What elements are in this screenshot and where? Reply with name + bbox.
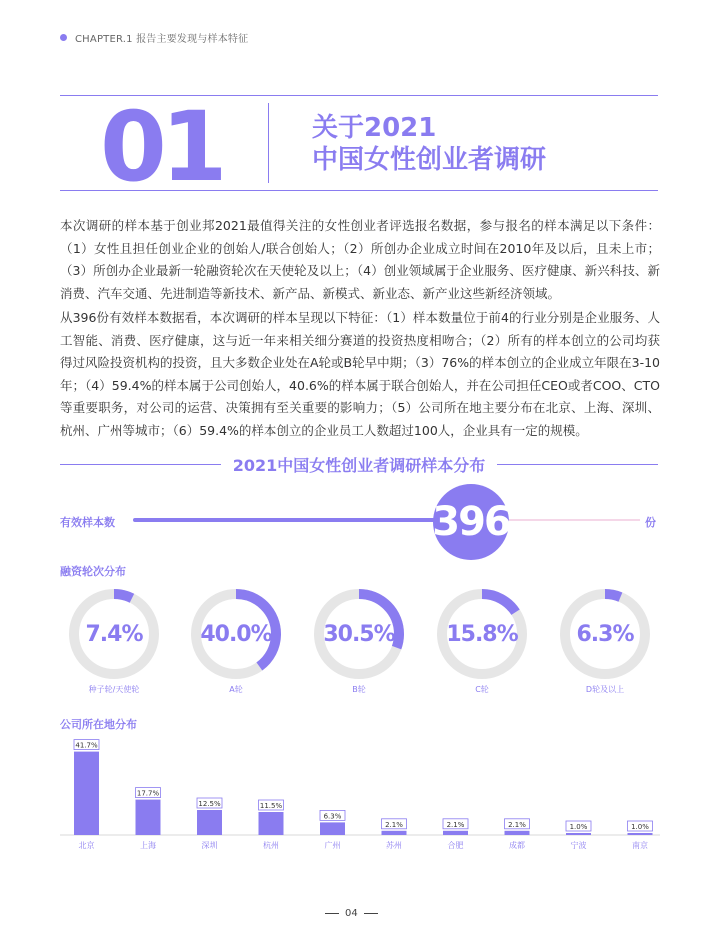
city-tick-label: 南京 <box>632 841 648 850</box>
sample-count-badge: 396 <box>433 484 509 560</box>
city-bar-chart <box>60 735 660 855</box>
bar-value-label: 12.5% <box>198 800 221 808</box>
city-bar <box>382 831 407 835</box>
section-divider <box>268 103 269 183</box>
intro-paragraph: 本次调研的样本基于创业邦2021最值得关注的女性创业者评选报名数据，参与报名的样本满足以下条件：（1）女性且担任创业企业的创始人/联合创始人；（2）所创办企业成立时间在2010年及以后，且未上市；（3）所创办企业最新一轮融资轮次在天使轮及以上；（4）创业领域属于企业服务、医疗健康、新兴科技、新消费、汽车交通、先进制造等新技术、新产品、新模式、新业态、新产业这些新经济领域。 <box>60 218 660 301</box>
distribution-title: 2021中国女性创业者调研样本分布 <box>232 455 486 475</box>
donut-category-label: D轮及以上 <box>585 685 625 694</box>
city-tick-label: 深圳 <box>201 841 218 850</box>
section-number: 01 <box>100 91 222 203</box>
heading-rule-left <box>60 464 221 465</box>
chapter-title: CHAPTER.1 报告主要发现与样本特征 <box>75 34 249 45</box>
footer-rule-right <box>364 913 378 914</box>
bar-value-label: 2.1% <box>385 820 403 829</box>
city-bar <box>259 812 284 835</box>
section-title-line2: 中国女性创业者调研 <box>312 145 547 175</box>
bullet-dot-icon <box>60 34 67 41</box>
city-title: 公司所在地分布 <box>60 718 137 731</box>
sample-count-unit: 份 <box>645 516 656 529</box>
donut-item <box>436 588 528 698</box>
bar-value-label: 41.7% <box>75 741 98 750</box>
donut-value-label: 6.3% <box>576 621 634 647</box>
page-footer <box>325 908 378 919</box>
donut-item <box>313 588 405 698</box>
donut-item <box>68 588 160 698</box>
donut-category-label: 种子轮/天使轮 <box>88 685 140 694</box>
city-bar <box>74 752 99 835</box>
sample-count-label: 有效样本数 <box>60 516 115 529</box>
bar-value-label: 17.7% <box>136 789 160 798</box>
city-bar <box>197 810 222 835</box>
sample-bar-tail <box>505 519 640 521</box>
city-tick-label: 成都 <box>509 841 525 850</box>
bar-value-label: 6.3% <box>323 812 342 821</box>
footer-rule-left <box>325 913 339 914</box>
donut-value-label: 30.5% <box>323 621 395 647</box>
bar-value-label: 2.1% <box>446 820 465 829</box>
city-bar-svg <box>60 735 660 855</box>
rounds-title: 融资轮次分布 <box>60 565 126 578</box>
city-tick-label: 合肥 <box>447 841 464 850</box>
donut-value-label: 7.4% <box>85 621 143 647</box>
section-title <box>312 112 546 176</box>
rounds-donut-chart <box>60 588 660 698</box>
heading-rule-right <box>497 464 658 465</box>
bar-value-label: 11.5% <box>259 802 283 810</box>
city-bar <box>136 800 161 835</box>
city-tick-label: 宁波 <box>570 841 587 850</box>
city-bar <box>505 831 530 835</box>
features-paragraph: 从396份有效样本数据看，本次调研的样本呈现以下特征：（1）样本数量位于前4的行业分别是企业服务、人工智能、消费、医疗健康，这与近一年来相关细分赛道的投资热度相吻合；（2）所有的样本创立的公司均获得过风险投资机构的投资，且大多数企业处在A轮或B轮早中期；（3）76%的样本创立的企业成立年限在3-10年；（4）59.4%的样本属于公司创始人，40.6%的样本属于联合创始人，并在公司担任CEO或者COO、CTO等重要职务，对公司的运营、决策拥有至关重要的影响力；（5）公司所在地主要分布在北京、上海、深圳、杭州、广州等城市；（6）59.4%的样本创立的企业员工人数超过100人，企业具有一定的规模。 <box>60 310 660 438</box>
distribution-heading <box>60 452 658 476</box>
city-bar <box>320 822 345 835</box>
donut-item <box>559 588 651 698</box>
donut-item <box>190 588 282 698</box>
donut-value-label: 15.8% <box>446 621 518 647</box>
city-tick-label: 苏州 <box>386 841 402 850</box>
donut-category-label: B轮 <box>352 685 366 694</box>
page-number: 04 <box>345 908 358 919</box>
bar-value-label: 2.1% <box>508 820 526 829</box>
bar-value-label: 1.0% <box>569 823 588 831</box>
bar-value-label: 1.0% <box>631 823 649 831</box>
donut-value-label: 40.0% <box>200 621 272 647</box>
city-tick-label: 上海 <box>140 841 156 850</box>
city-bar <box>566 833 591 835</box>
city-tick-label: 广州 <box>324 841 341 850</box>
city-bar <box>443 831 468 835</box>
city-tick-label: 北京 <box>78 841 95 850</box>
city-tick-label: 杭州 <box>263 841 279 850</box>
chapter-header <box>60 30 248 45</box>
donut-category-label: A轮 <box>229 685 243 694</box>
section-title-line1: 关于2021 <box>312 113 437 143</box>
sample-bar <box>133 518 438 522</box>
donut-category-label: C轮 <box>475 685 489 694</box>
city-bar <box>628 833 653 835</box>
